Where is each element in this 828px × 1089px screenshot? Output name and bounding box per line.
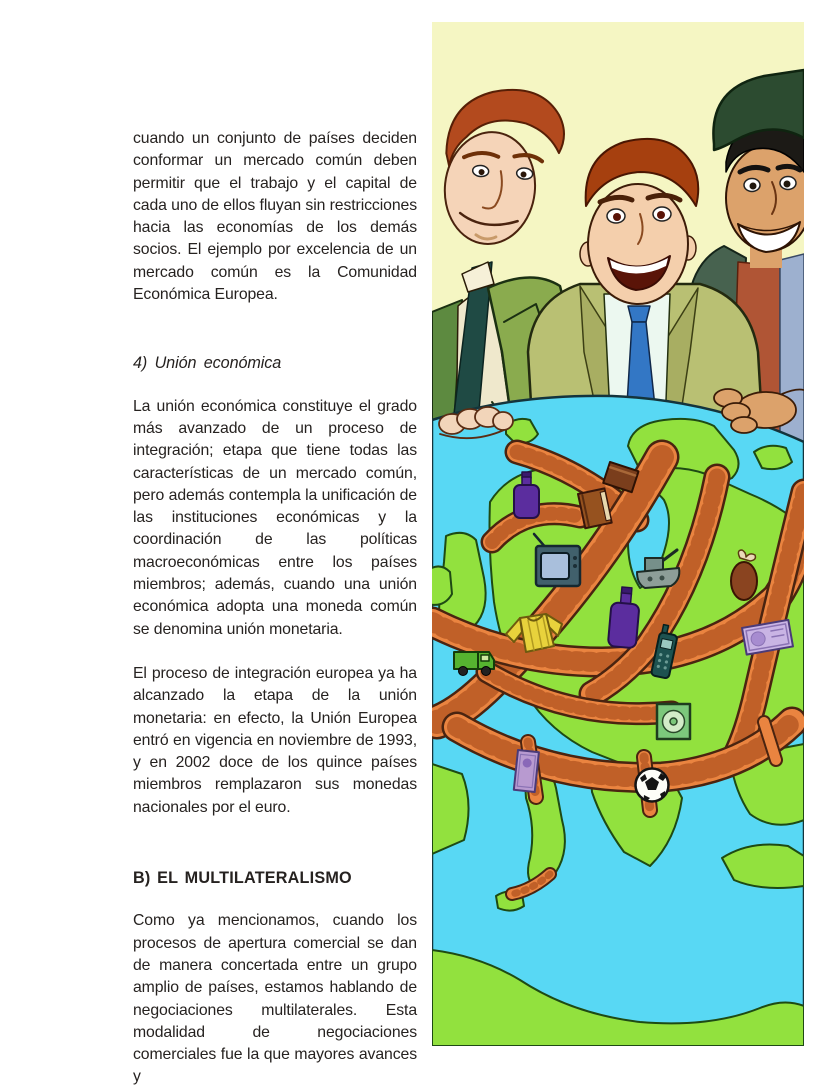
book-icon — [578, 488, 612, 528]
heading-union-economica: 4) Unión económica — [133, 354, 282, 373]
paragraph-union-monetaria: El proceso de integración europea ya ha alcanzado la etapa de la unión monetaria: en efecto, la Unión Europea entró en vigencia en noviembre de 1993, y en 2002 doce de los quince países miembros remplazaron sus monedas nacionales por el euro. — [133, 664, 417, 816]
soccer-ball-icon — [636, 769, 669, 802]
paragraph-multilateralismo: Como ya mencionamos, cuando los procesos de apertura comercial se dan de manera concertada entre un grupo amplio de países, estamos hablando de negociaciones multilaterales. Esta modalidad de negociaciones comerciales fue la que mayores avances y — [133, 912, 417, 1086]
banknote-icon-2 — [514, 750, 539, 792]
cd-case-icon — [657, 704, 690, 739]
illustration-trade-globe — [432, 22, 804, 1046]
land-island-ne — [754, 446, 792, 469]
paragraph-common-market: cuando un conjunto de países deciden conformar un mercado común deben permitir que el trabajo y el capital de cada uno de ellos fluyan sin restricciones hacia las economías de los demás socios. El ejemplo por excelencia de un mercado común es la Comunidad Económica Europea. — [133, 130, 417, 304]
paragraph-union-economica: La unión económica constituye el grado más avanzado de un proceso de integración; etapa que tiene todas las características de un mercado común, pero además contempla la unificación de las instituciones económicas y la coordinación de las políticas macroeconómicas entre los países miembros; además, cuando una unión económica adopta una moneda común se denomina unión monetaria. — [133, 397, 417, 638]
land-iberia-edge — [432, 764, 469, 854]
text-column — [133, 128, 417, 1089]
heading-multilateralismo: B) EL MULTILATERALISMO — [133, 869, 352, 888]
land-ireland — [432, 566, 452, 604]
